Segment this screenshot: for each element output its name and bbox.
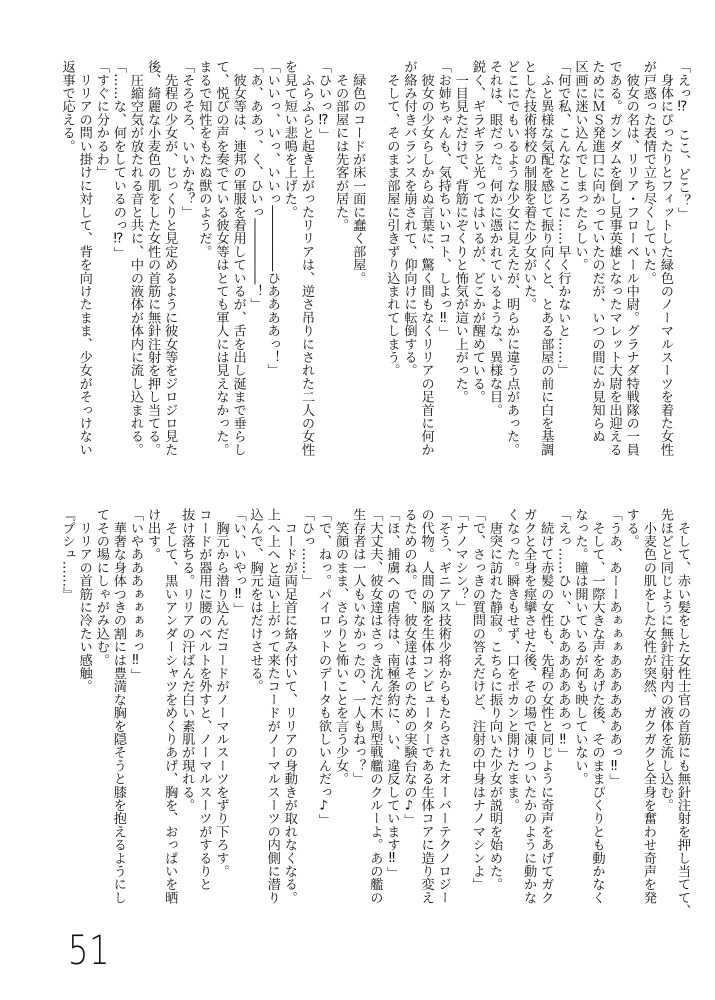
- text-line: 「で、ねっ。パイロットのデータも欲しいんだっ♪」: [316, 508, 332, 827]
- text-line: 彼女の少女らしからぬ言葉に、驚く間もなくリリアの足首に何か: [418, 60, 434, 456]
- text-line: 唐突に訪れた静寂。こちらに振り向いた少女が説明を始めた。: [486, 508, 502, 891]
- page-number: 51: [68, 928, 111, 974]
- text-line: 「い、いやっ‼」: [230, 508, 246, 616]
- text-line: その部屋には先客が居た。: [333, 60, 349, 232]
- text-line: 身体にぴったりとフィットした緑色のノーマルスーツを着た女性: [657, 60, 673, 456]
- text-line: 上へ上へと這い上がって来たコードがノーマルスーツの内側に潜り: [264, 508, 280, 904]
- text-line: 華奢な身体つきの割には豊満な胸を隠そうと膝を抱えるようにし: [110, 508, 126, 904]
- text-line: とした技術将校の制服を着た少女がいた。: [521, 60, 537, 311]
- text-line: ガクと全身を痙攣させた後、その場で凍りついたかのように動かな: [521, 508, 537, 904]
- text-line: 「うあ、あーーあぁぁぁあああああああっ‼」: [606, 508, 622, 787]
- text-line: 「そろそろ、いいかな？」: [179, 60, 195, 219]
- text-line: 「何で私、こんなところに……早く行かないと……」: [555, 60, 571, 377]
- text-line: 返事で応える。: [59, 60, 75, 153]
- text-line: 「お姉ちゃんも、気持ちいいコト、しよっ‼」: [435, 60, 451, 339]
- text-line: が戸惑った表情で立ち尽くしていた。: [640, 60, 656, 285]
- text-line: 「そう、ギニアス技術少将からもたらされたオーバーテクノロジー: [435, 508, 451, 904]
- text-line: 「ナノマシン？」: [452, 508, 468, 614]
- text-line: ふと異様な気配を感じて振り向くと、とある部屋の前に白を基調: [538, 60, 554, 456]
- text-line: るためのね。で、彼女達はそのための実験台なの♪」: [401, 508, 417, 827]
- text-line: 一目見ただけで、背筋にぞくりと怖気が這い上がった。: [452, 60, 468, 404]
- text-line: 『プシュ……』: [59, 508, 75, 601]
- text-line: 抜け落ちる。リリアの汗ばんだ白い素肌が現れる。: [179, 508, 195, 812]
- text-line: 続けて赤髪の女性も、先程の女性と同じように奇声をあげてガク: [538, 508, 554, 904]
- text-line: する。: [623, 508, 639, 548]
- text-line: なった。瞳は開いているが何も映していない。: [572, 508, 588, 786]
- text-line: くなった。瞬きもせず、口をポカンと開けたまま。: [504, 508, 520, 812]
- text-line: コードが器用に腰のベルトを外すと、ノーマルスーツがするりと: [196, 508, 212, 891]
- text-line: 「大丈夫、彼女達はさっき沈んだ木馬型戦艦のクルーよ。あの艦の: [367, 508, 383, 904]
- text-line: 笑顔のまま、さらりと怖いことを言う少女。: [333, 508, 349, 786]
- text-line: 後、綺麗な小麦色の肌をした女性の首筋に無針注射を押し当てる。: [145, 60, 161, 456]
- text-line: である。ガンダムを倒し見事英雄となったマレット大尉を出迎える: [606, 60, 622, 456]
- text-line: 「あ、ああっ、く、ひいっ―――――！」: [247, 60, 263, 311]
- text-line: 「えっ⁉ ここ、どこ？」: [675, 60, 690, 221]
- text-line: ためにＭＳ発進口に向かっていたのだが、いつの間にか見知らぬ: [589, 60, 605, 443]
- text-line: 「……な、何をしているのっ⁉」: [110, 60, 126, 260]
- text-line: どこにでもいるような少女に見えたが、明らかに違う点があった。: [504, 60, 520, 456]
- text-line: の代物。人間の脳を生体コンピューターである生体コアに造り変え: [418, 508, 434, 904]
- text-line: を見て短い悲鳴を上げた。: [281, 60, 297, 219]
- text-line: コードが両足首に絡み付いて、リリアの身動きが取れなくなる。: [281, 508, 297, 904]
- text-line: 胸元から潜り込んだコードがノーマルスーツをずり下ろす。: [213, 508, 229, 878]
- text-line: 「えっ……ひぃ、ひあああああああっ‼」: [555, 508, 571, 761]
- text-line: 「いいっ、いっ、いいっ―――――ひああああっ！」: [264, 60, 280, 377]
- text-line: そして、赤い髪をした女性士官の首筋にも無針注射を押し当てて、: [675, 508, 690, 918]
- text-line: 先程の少女が、じっくりと見定めるように彼女等をジロジロ見た: [162, 60, 178, 456]
- text-line: 込んで、胸元をはだけさせる。: [247, 508, 263, 693]
- text-line: 「ひっ……」: [298, 508, 314, 588]
- text-line: [366, 60, 383, 470]
- text-line: 彼女の名は、リリア・フローベール中尉。グラナダ特戦隊の一員: [623, 60, 639, 456]
- text-line: 「すぐに分かるわ」: [93, 60, 109, 179]
- text-line: 区画に迷い込んでしまったらしい。: [572, 60, 588, 272]
- text-line: て、悦びの声を奏でている彼女等はとても軍人には見えなかった。: [213, 60, 229, 456]
- text-line: 「ひいっ⁉」: [316, 60, 332, 141]
- text-line: 圧縮空気が放たれる音と共に、中の液体が体内に流し込まれる。: [128, 60, 143, 456]
- text-line: 小麦色の肌をした女性が突然、ガクガクと全身を奮わせ奇声を発: [640, 508, 656, 904]
- text-line: リリアの首筋に冷たい感触。: [76, 508, 92, 693]
- text-line: そして、一際大きな声をあげた後、そのままぴくりとも動かなく: [589, 508, 605, 904]
- text-line: 鋭く、ギラギラと光ってはいるが、どこかが醒めている。: [469, 60, 485, 404]
- text-line: それは、眼だった。何かに憑かれているような、異様な目。: [486, 60, 502, 417]
- text-line: 「で、さっきの質問の答えだけど、注射の中身はナノマシンよ」: [469, 508, 485, 891]
- text-line: てその場にしゃがみ込む。: [93, 508, 109, 667]
- text-line: そして、黒いアンダーシャツをめくりあげ、胸を、おっぱいを晒: [162, 508, 178, 904]
- text-line: 緑色のコードが床一面に蠢く部屋。: [350, 60, 366, 285]
- text-line: が絡み付きバランスを崩されて、仰向けに転倒する。: [401, 60, 417, 377]
- text-line: け出す。: [145, 508, 161, 561]
- text-line: 彼女等は、連邦の軍服を着用しているが、舌を出し涎まで垂らし: [230, 60, 246, 456]
- text-line: ふらふらと起き上がったリリアは、逆さ吊りにされた二人の女性: [298, 60, 314, 456]
- text-line: 生存者は一人もいなかったの、一人もねっ？」: [350, 508, 366, 786]
- text-line: 先ほどと同じように無針注射内の液体を流し込む。: [657, 508, 673, 812]
- top-text-block: [59, 60, 691, 470]
- text-line: まるで知性をもたぬ獣のようだ。: [196, 60, 212, 258]
- bottom-text-block: [59, 508, 691, 918]
- text-line: 「ほ、捕虜への虐待は、南極条約に、い、違反しています‼」: [384, 508, 400, 880]
- text-line: 「いやあああぁぁぁぁっ‼」: [128, 508, 143, 682]
- text-line: リリアの問い掛けに対して、背を向けたまま、少女がそっけない: [76, 60, 92, 456]
- text-line: そして、そのまま部屋に引きずり込まれてしまう。: [384, 60, 400, 377]
